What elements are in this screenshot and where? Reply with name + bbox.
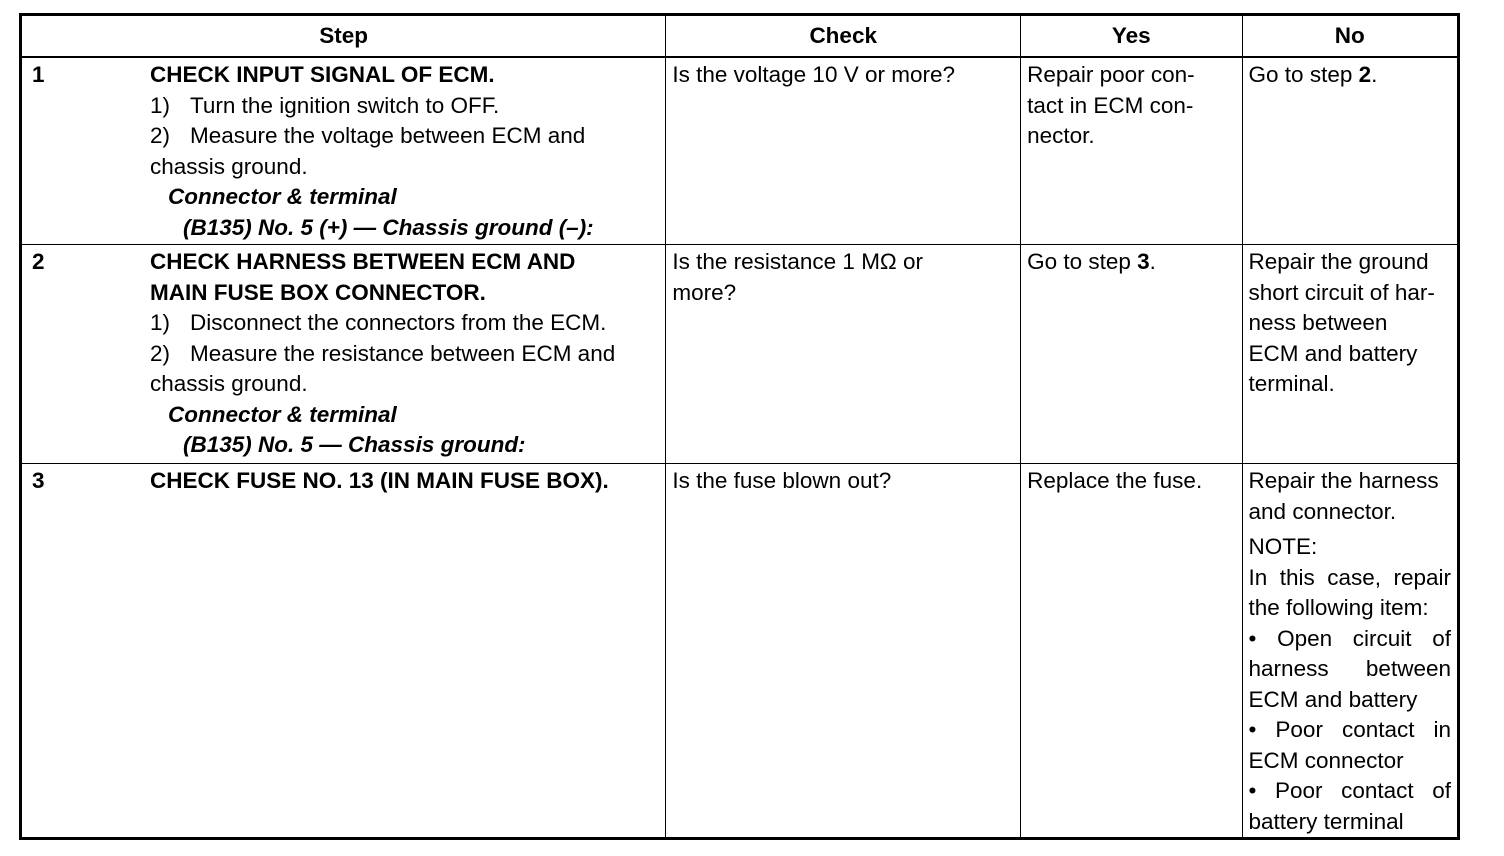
no-cell: Go to step 2. <box>1242 57 1458 245</box>
table-row <box>21 57 1459 245</box>
header-yes: Yes <box>1021 15 1242 58</box>
no-cell: Repair the ground short circuit of har- ness between ECM and battery terminal. <box>1242 245 1458 464</box>
substep: 2) Measure the resistance between ECM and <box>150 340 616 366</box>
step-title: CHECK INPUT SIGNAL OF ECM. <box>150 62 495 87</box>
table-row <box>21 464 1459 839</box>
step-cell <box>21 245 666 464</box>
step-number: 1 <box>32 62 45 87</box>
bullet-item: • Poor contact in <box>1248 717 1451 742</box>
check-cell: Is the resistance 1 MΩ or more? <box>666 245 1021 464</box>
header-row <box>21 15 1459 58</box>
check-cell: Is the voltage 10 V or more? <box>666 57 1021 245</box>
substep-continued: chassis ground. <box>150 371 308 396</box>
substep-continued: chassis ground. <box>150 153 308 179</box>
check-cell: Is the fuse blown out? <box>666 464 1021 839</box>
header-check: Check <box>666 15 1021 58</box>
header-step: Step <box>21 15 666 58</box>
table-row <box>21 245 1459 464</box>
step-title: CHECK FUSE NO. 13 (IN MAIN FUSE BOX). <box>150 468 609 493</box>
substep: 1) Disconnect the connectors from the ECM. <box>150 310 607 335</box>
step-number: 3 <box>32 468 45 493</box>
yes-cell: Repair poor con- tact in ECM con- nector. <box>1021 57 1242 245</box>
step-title-continued: MAIN FUSE BOX CONNECTOR. <box>150 279 486 305</box>
bullet-item: • Open circuit of <box>1248 625 1451 651</box>
step-title: CHECK HARNESS BETWEEN ECM AND <box>150 249 576 274</box>
yes-cell: Replace the fuse. <box>1021 464 1242 839</box>
bullet-item: • Poor contact of <box>1248 778 1451 803</box>
step-body <box>150 60 659 243</box>
step-body <box>150 466 659 497</box>
note-label: NOTE: <box>1248 534 1318 559</box>
step-cell <box>21 464 666 839</box>
connector-value: (B135) No. 5 — Chassis ground: <box>183 432 526 457</box>
diagnostic-table <box>19 13 1460 840</box>
substep: 2) Measure the voltage between ECM and <box>150 123 586 148</box>
substep: 1) Turn the ignition switch to OFF. <box>150 92 500 118</box>
step-number: 2 <box>32 249 45 274</box>
connector-label: Connector & terminal <box>168 401 397 427</box>
yes-cell: Go to step 3. <box>1021 245 1242 464</box>
step-cell <box>21 57 666 245</box>
connector-value: (B135) No. 5 (+) — Chassis ground (–): <box>183 214 594 240</box>
step-body <box>150 247 659 461</box>
header-no: No <box>1242 15 1458 58</box>
connector-label: Connector & terminal <box>168 184 397 209</box>
no-cell: Repair the harness and connector. NOTE: In this case, repair the following item: • Open circuit of harness between ECM and battery • Poor contact in ECM connector • Poor contact of battery terminal <box>1242 464 1458 839</box>
